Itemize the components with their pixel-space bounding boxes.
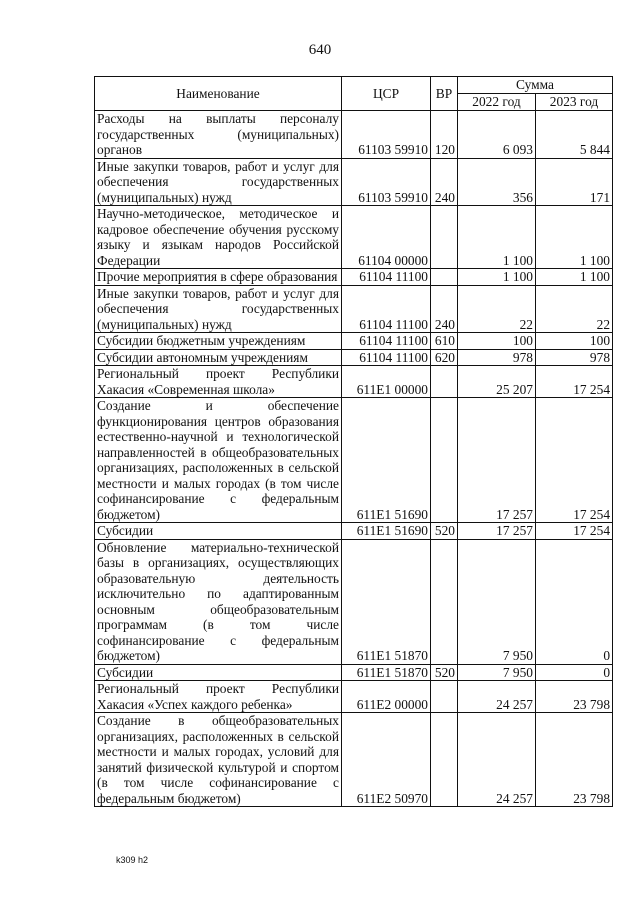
table-row (95, 681, 613, 713)
cell-vr: 120 (431, 111, 458, 159)
cell-sum-2023: 23 798 (536, 681, 613, 713)
table-row (95, 664, 613, 681)
header-name: Наименование (95, 77, 342, 111)
cell-csr: 611E1 51870 (342, 539, 431, 664)
cell-csr: 611E1 51690 (342, 523, 431, 540)
table-body (95, 111, 613, 807)
cell-vr: 620 (431, 349, 458, 366)
table-row (95, 523, 613, 540)
cell-sum-2022: 24 257 (458, 713, 536, 807)
cell-name: Обновление материально-технической базы в организациях, осуществляющих образовательную деятельность исключительно по адаптированным основным общеобразовательным программам (в том числе софинансирование с федеральным бюджетом) (95, 539, 342, 664)
cell-sum-2023: 5 844 (536, 111, 613, 159)
header-sum: Сумма (458, 77, 613, 94)
cell-name: Иные закупки товаров, работ и услуг для обеспечения государственных (муниципальных) нужд (95, 285, 342, 333)
cell-sum-2023: 0 (536, 539, 613, 664)
cell-name: Субсидии (95, 664, 342, 681)
cell-csr: 611E1 00000 (342, 366, 431, 398)
cell-sum-2023: 17 254 (536, 523, 613, 540)
header-vr: ВР (431, 77, 458, 111)
table-row (95, 285, 613, 333)
cell-sum-2022: 978 (458, 349, 536, 366)
cell-vr (431, 713, 458, 807)
cell-sum-2022: 7 950 (458, 539, 536, 664)
cell-name: Прочие мероприятия в сфере образования (95, 269, 342, 286)
cell-csr: 61103 59910 (342, 111, 431, 159)
cell-csr: 61104 00000 (342, 206, 431, 269)
cell-sum-2022: 24 257 (458, 681, 536, 713)
cell-sum-2022: 1 100 (458, 269, 536, 286)
cell-vr (431, 366, 458, 398)
table-row (95, 206, 613, 269)
cell-vr: 240 (431, 158, 458, 206)
table-row (95, 349, 613, 366)
header-csr: ЦСР (342, 77, 431, 111)
cell-sum-2023: 978 (536, 349, 613, 366)
cell-sum-2022: 356 (458, 158, 536, 206)
cell-vr (431, 206, 458, 269)
cell-csr: 611E1 51690 (342, 398, 431, 523)
cell-vr: 240 (431, 285, 458, 333)
header-year-2022: 2022 год (458, 94, 536, 111)
cell-name: Расходы на выплаты персоналу государственных (муниципальных) органов (95, 111, 342, 159)
cell-name: Региональный проект Республики Хакасия «Успех каждого ребенка» (95, 681, 342, 713)
cell-sum-2022: 1 100 (458, 206, 536, 269)
cell-vr (431, 681, 458, 713)
cell-name: Иные закупки товаров, работ и услуг для обеспечения государственных (муниципальных) нужд (95, 158, 342, 206)
cell-sum-2022: 17 257 (458, 398, 536, 523)
cell-name: Создание и обеспечение функционирования центров образования естественно-научной и технологической направленностей в общеобразовательных организациях, расположенных в сельской местности и малых городах (в том числе софинансирование с федеральным бюджетом) (95, 398, 342, 523)
cell-sum-2023: 17 254 (536, 366, 613, 398)
cell-sum-2022: 100 (458, 333, 536, 350)
cell-name: Субсидии автономным учреждениям (95, 349, 342, 366)
cell-vr (431, 269, 458, 286)
budget-table (94, 76, 613, 807)
cell-vr (431, 398, 458, 523)
table-row (95, 539, 613, 664)
cell-csr: 61104 11100 (342, 269, 431, 286)
table-row (95, 269, 613, 286)
header-year-2023: 2023 год (536, 94, 613, 111)
cell-sum-2022: 17 257 (458, 523, 536, 540)
cell-vr (431, 539, 458, 664)
table-row (95, 713, 613, 807)
table-row (95, 398, 613, 523)
cell-vr: 520 (431, 523, 458, 540)
cell-csr: 611E2 00000 (342, 681, 431, 713)
footer-code: k309 h2 (116, 855, 149, 865)
cell-name: Создание в общеобразовательных организациях, расположенных в сельской местности и малых городах, условий для занятий физической культурой и спортом (в том числе софинансирование с федеральным бюджетом) (95, 713, 342, 807)
cell-sum-2022: 6 093 (458, 111, 536, 159)
cell-name: Субсидии бюджетным учреждениям (95, 333, 342, 350)
cell-sum-2023: 1 100 (536, 206, 613, 269)
cell-csr: 61103 59910 (342, 158, 431, 206)
cell-sum-2023: 1 100 (536, 269, 613, 286)
cell-sum-2023: 100 (536, 333, 613, 350)
cell-sum-2023: 0 (536, 664, 613, 681)
cell-name: Региональный проект Республики Хакасия «Современная школа» (95, 366, 342, 398)
table-row (95, 333, 613, 350)
cell-name: Субсидии (95, 523, 342, 540)
cell-sum-2023: 17 254 (536, 398, 613, 523)
cell-name: Научно-методическое, методическое и кадровое обеспечение обучения русскому языку и языкам народов Российской Федерации (95, 206, 342, 269)
cell-sum-2022: 22 (458, 285, 536, 333)
cell-vr: 520 (431, 664, 458, 681)
table-row (95, 111, 613, 159)
table-row (95, 158, 613, 206)
cell-sum-2023: 23 798 (536, 713, 613, 807)
cell-vr: 610 (431, 333, 458, 350)
cell-sum-2023: 171 (536, 158, 613, 206)
cell-csr: 611E1 51870 (342, 664, 431, 681)
cell-csr: 61104 11100 (342, 285, 431, 333)
table-header (95, 77, 613, 111)
page-number: 640 (308, 42, 332, 58)
table-row (95, 366, 613, 398)
cell-sum-2023: 22 (536, 285, 613, 333)
cell-sum-2022: 25 207 (458, 366, 536, 398)
cell-csr: 611E2 50970 (342, 713, 431, 807)
cell-sum-2022: 7 950 (458, 664, 536, 681)
cell-csr: 61104 11100 (342, 349, 431, 366)
cell-csr: 61104 11100 (342, 333, 431, 350)
